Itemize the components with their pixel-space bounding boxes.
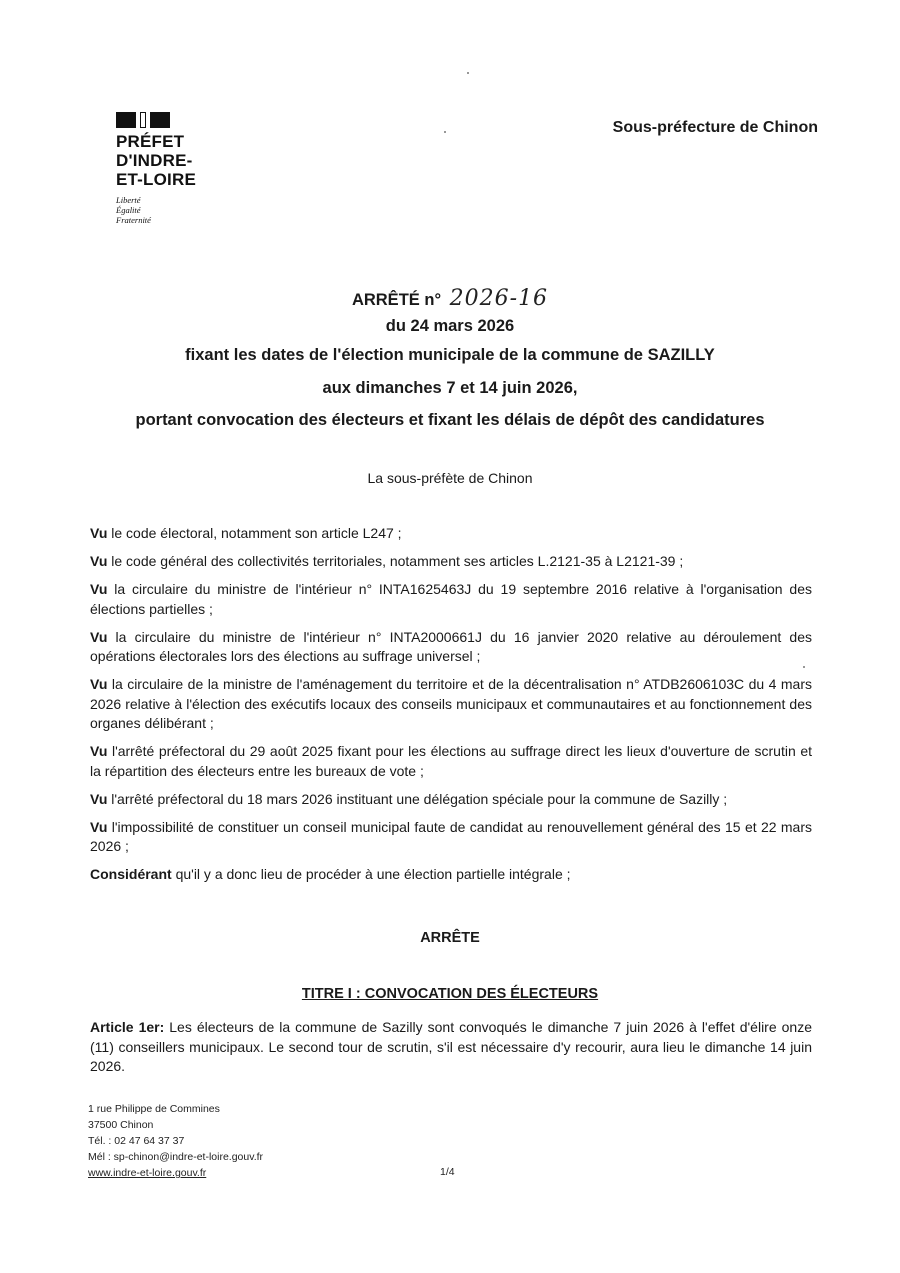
office-name: Sous-préfecture de Chinon — [612, 119, 818, 136]
footer-website-link[interactable]: www.indre-et-loire.gouv.fr — [88, 1167, 207, 1179]
article-1-label: Article 1er: — [90, 1019, 165, 1035]
consideration-item: Vu la circulaire de la ministre de l'aménagement du territoire et de la décentralisation n° ATDB2606103C du 4 mars 2026 relative à l'élection des exécutifs locaux des conseils municipaux et communautaires et au fonctionnement des organes délibérant ; — [90, 676, 812, 731]
scan-speck — [467, 72, 469, 74]
article-1 — [90, 1018, 812, 1077]
footer-city: 37500 Chinon — [88, 1119, 154, 1131]
title-line-2: aux dimanches 7 et 14 juin 2026, — [322, 379, 578, 397]
logo-line-2: D'INDRE- — [116, 151, 193, 170]
authority: La sous-préfète de Chinon — [367, 470, 533, 486]
considerations-list — [90, 524, 812, 893]
arrete-heading: ARRÊTE — [420, 930, 480, 946]
consideration-item: Vu le code électoral, notamment son article L247 ; — [90, 525, 402, 541]
consideration-item: Vu l'impossibilité de constituer un conseil municipal faute de candidat au renouvellement général des 15 et 22 mars 2026 ; — [90, 818, 812, 854]
arrete-label: ARRÊTÉ n° — [351, 291, 442, 309]
page-number: 1/4 — [440, 1166, 455, 1178]
consideration-item: Vu la circulaire du ministre de l'intérieur n° INTA2000661J du 16 janvier 2020 relative au déroulement des opérations électorales lors des élections au suffrage universel ; — [90, 628, 812, 664]
motto-egalite: Égalité — [116, 205, 141, 215]
logo-line-1: PRÉFET — [116, 132, 185, 151]
motto-fraternite: Fraternité — [116, 215, 151, 225]
scan-speck — [444, 131, 446, 133]
arrete-number-handwritten: 2026-16 — [449, 286, 549, 311]
prefecture-logo — [116, 112, 236, 225]
scan-speck — [803, 666, 805, 668]
footer-address: 1 rue Philippe de Commines — [88, 1103, 220, 1115]
consideration-item: Vu la circulaire du ministre de l'intérieur n° INTA1625463J du 19 septembre 2016 relative à l'organisation des élections partielles ; — [90, 581, 812, 617]
article-1-text: Les électeurs de la commune de Sazilly sont convoqués le dimanche 7 juin 2026 à l'effet d'élire onze (11) conseillers municipaux. Le second tour de scrutin, s'il est nécessaire d'y recourir, aura lieu le dimanche 14 juin 2026. — [90, 1019, 812, 1074]
title-line-1: fixant les dates de l'élection municipale de la commune de SAZILLY — [185, 346, 715, 364]
consideration-item: Considérant qu'il y a donc lieu de procéder à une élection partielle intégrale ; — [90, 866, 571, 882]
arrete-date: du 24 mars 2026 — [385, 317, 515, 335]
consideration-item: Vu le code général des collectivités territoriales, notamment ses articles L.2121-35 à L2121-39 ; — [90, 553, 684, 569]
title-line-3: portant convocation des électeurs et fixant les délais de dépôt des candidatures — [135, 411, 765, 429]
footer-tel: Tél. : 02 47 64 37 37 — [88, 1135, 185, 1147]
footer-contact — [88, 1101, 263, 1181]
motto-liberte: Liberté — [116, 195, 141, 205]
footer-mail: Mél : sp-chinon@indre-et-loire.gouv.fr — [88, 1151, 264, 1163]
arrete-number-line — [0, 286, 900, 311]
consideration-item: Vu l'arrêté préfectoral du 29 août 2025 fixant pour les élections au suffrage direct les lieux d'ouverture de scrutin et la répartition des électeurs entre les bureaux de vote ; — [90, 743, 812, 779]
logo-line-3: ET-LOIRE — [116, 170, 196, 189]
titre-1-heading: TITRE I : CONVOCATION DES ÉLECTEURS — [301, 986, 599, 1002]
marianne-flag-icon — [116, 112, 236, 128]
motto — [116, 195, 236, 225]
consideration-item: Vu l'arrêté préfectoral du 18 mars 2026 instituant une délégation spéciale pour la commune de Sazilly ; — [90, 790, 728, 807]
